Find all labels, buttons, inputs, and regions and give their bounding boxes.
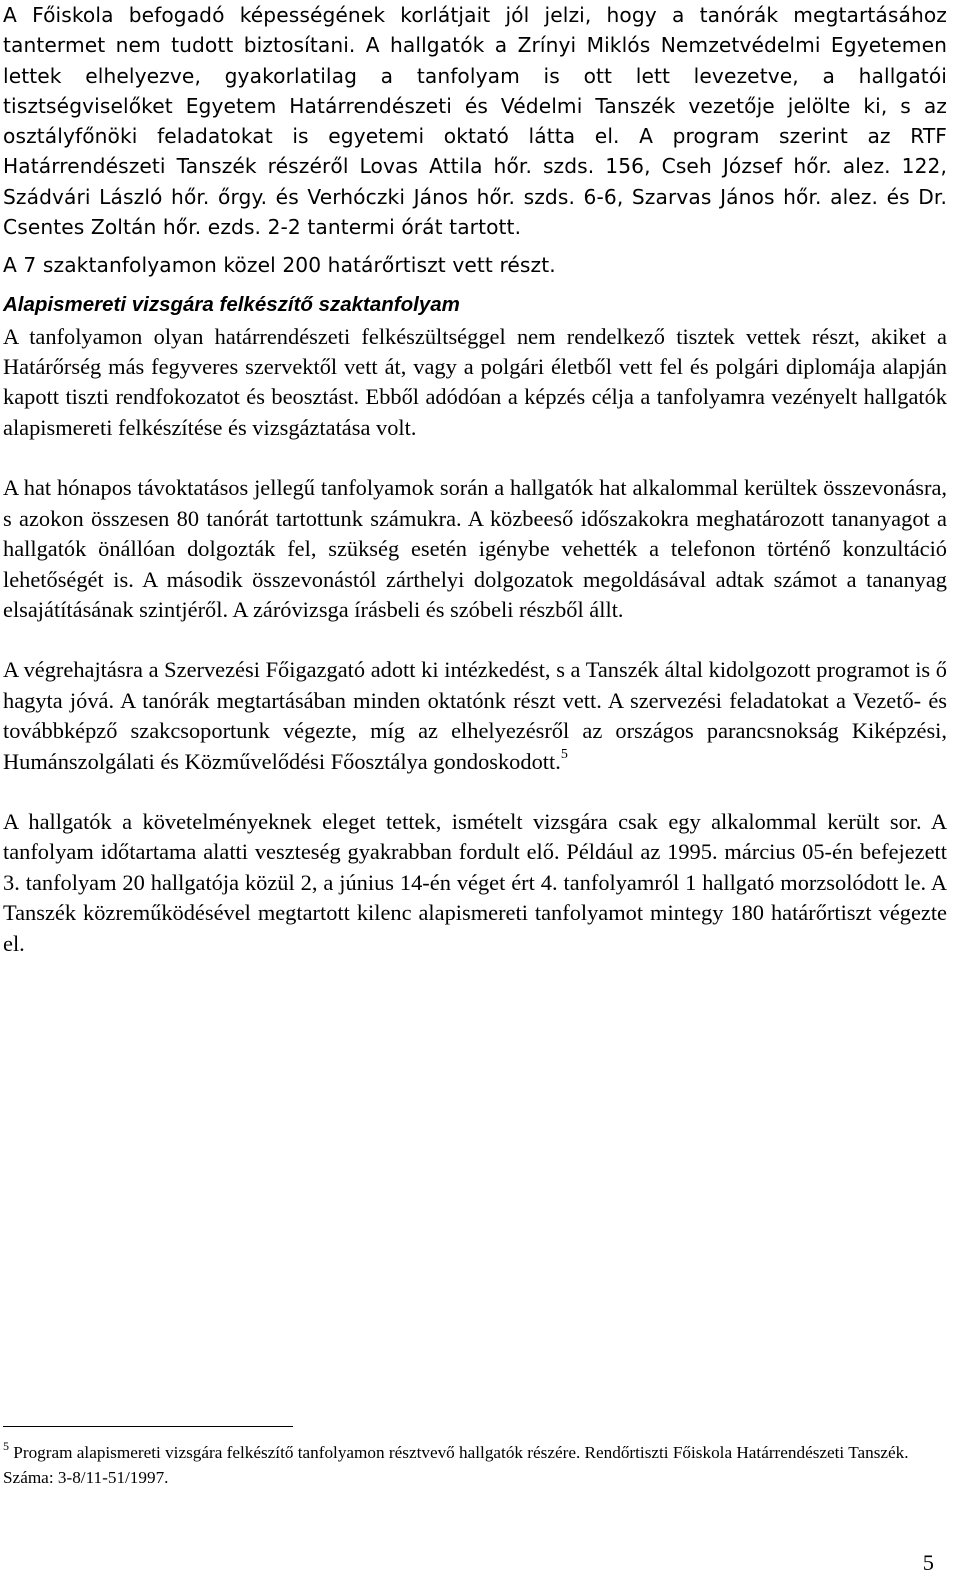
footnote-number: 5 — [3, 1439, 9, 1454]
section-heading: Alapismereti vizsgára felkészítő szaktanfolyam — [3, 292, 460, 316]
page-body — [3, 0, 947, 959]
footnote-text: Program alapismereti vizsgára felkészítő tanfolyamon résztvevő hallgatók részére. Rendőrtiszti Főiskola Határrendészeti Tanszék. Száma: 3-8/11-51/1997. — [3, 1443, 909, 1487]
page-number: 5 — [922, 1550, 934, 1575]
paragraph-results: A hallgatók a követelményeknek eleget tettek, ismételt vizsgára csak egy alkalommal került sor. A tanfolyam időtartama alatti veszteség gyakrabban fordult elő. Például az 1995. március 05-én befejezett 3. tanfolyam 20 hallgatója közül 2, a június 14-én véget ért 4. tanfolyamról 1 hallgató morzsolódott le. A Tanszék közreműködésével megtartott kilenc alapismereti tanfolyamot mintegy 180 határőrtiszt végezte el. — [3, 808, 947, 956]
paragraph-execution — [3, 655, 947, 777]
footnote-separator — [3, 1426, 293, 1427]
footnote-reference[interactable]: 5 — [560, 747, 568, 763]
paragraph-placement: A Főiskola befogadó képességének korlátjait jól jelzi, hogy a tanórák megtartásához tantermet nem tudott biztosítani. A hallgatók a Zrínyi Miklós Nemzetvédelmi Egyetemen lettek elhelyezve, gyakorlatilag a tanfolyam is ott lett levezetve, a hallgatói tisztségviselőket Egyetem Határrendészeti és Védelmi Tanszék vezetője jelölte ki, s az osztályfőnöki feladatokat is egyetemi oktató látta el. A program szerint az RTF Határrendészeti Tanszék részéről Lovas Attila hőr. szds. 156, Cseh József hőr. alez. 122, Szádvári László hőr. őrgy. és Verhóczki János hőr. szds. 6-6, Szarvas János hőr. alez. és Dr. Csentes Zoltán hőr. ezds. 2-2 tantermi órát tartott. — [3, 3, 947, 240]
paragraph-course-goal: A tanfolyamon olyan határrendészeti felkészültséggel nem rendelkező tisztek vettek részt, akiket a Határőrség más fegyveres szervektől vett át, vagy a polgári életből vett fel és polgári diplomája alapján kapott tiszti rendfokozatot és beosztást. Ebből adódóan a képzés célja a tanfolyamra vezényelt hallgatók alapismereti felkészítése és vizsgáztatása volt. — [3, 323, 947, 440]
footnote — [3, 1440, 947, 1490]
paragraph-attendance: A 7 szaktanfolyamon közel 200 határőrtiszt vett részt. — [3, 253, 556, 278]
paragraph-distance-learning: A hat hónapos távoktatásos jellegű tanfolyamok során a hallgatók hat alkalommal kerültek összevonásra, s azokon összesen 80 tanórát tartottunk számukra. A közbeeső időszakokra meghatározott tananyagot a hallgatók önállóan dolgozták fel, szükség esetén igénybe vehették a telefonon történő konzultáció lehetőségét is. A második összevonástól zárthelyi dolgozatok megoldásával adtak számot a tananyag elsajátításának szintjéről. A záróvizsga írásbeli és szóbeli részből állt. — [3, 475, 947, 622]
paragraph-execution-text: A végrehajtásra a Szervezési Főigazgató adott ki intézkedést, s a Tanszék által kidolgozott programot is ő hagyta jóvá. A tanórák megtartásában minden oktatónk részt vett. A szervezési feladatokat a Vezető- és továbbképző szakcsoportunk végezte, míg az elhelyezésről az országos parancsnokság Kiképzési, Humánszolgálati és Közművelődési Főosztálya gondoskodott. — [3, 657, 947, 774]
